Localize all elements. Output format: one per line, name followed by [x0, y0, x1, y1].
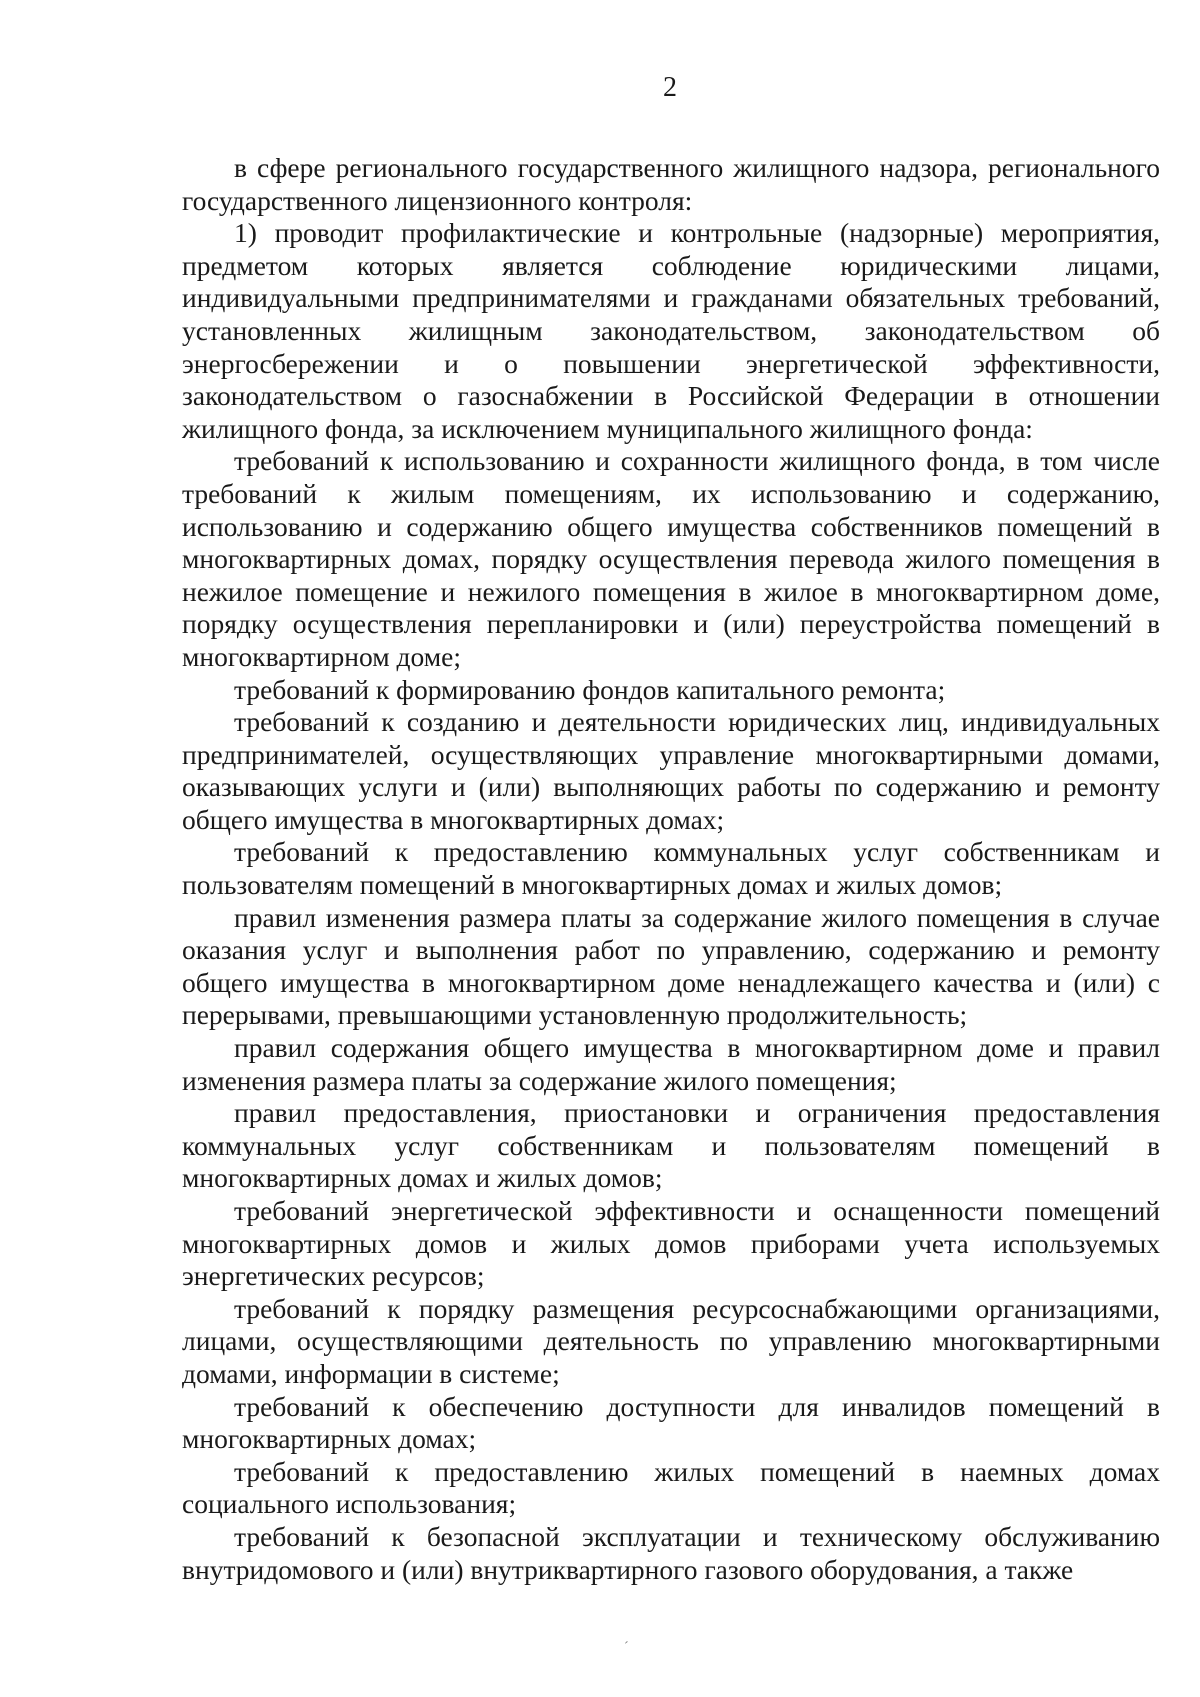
paragraph: требований к предоставлению коммунальных услуг собственникам и пользователям помещений в многоквартирных домах и жилых домов;: [182, 836, 1160, 901]
paragraph: требований к предоставлению жилых помещений в наемных домах социального использования;: [182, 1455, 1160, 1520]
paragraph: требований к использованию и сохранности жилищного фонда, в том числе требований к жилым помещениям, их использованию и содержанию, использованию и содержанию общего имущества собственников помещений в многоквартирных домах, порядку осуществления перевода жилого помещения в нежилое помещение и нежилого помещения в жилое в многоквартирном доме, порядку осуществления перепланировки и (или) переустройства помещений в многоквартирном доме;: [182, 445, 1160, 672]
paragraph: требований к порядку размещения ресурсоснабжающими организациями, лицами, осуществляющими деятельность по управлению многоквартирными домами, информации в системе;: [182, 1292, 1160, 1389]
paragraph: правил изменения размера платы за содержание жилого помещения в случае оказания услуг и выполнения работ по управлению, содержанию и ремонту общего имущества в многоквартирном доме ненадлежащего качества и (или) с перерывами, превышающими установленную продолжительность;: [182, 901, 1160, 1031]
paragraph: требований энергетической эффективности и оснащенности помещений многоквартирных домов и жилых домов приборами учета используемых энергетических ресурсов;: [182, 1195, 1160, 1292]
paragraph: 1) проводит профилактические и контрольные (надзорные) мероприятия, предметом которых является соблюдение юридическими лицами, индивидуальными предпринимателями и гражданами обязательных требований, установленных жилищным законодательством, законодательством об энергосбережении и о повышении энергетической эффективности, законодательством о газоснабжении в Российской Федерации в отношении жилищного фонда, за исключением муниципального жилищного фонда:: [182, 217, 1160, 444]
page-number: 2: [663, 72, 677, 103]
document-body: [182, 152, 1160, 1586]
paragraph: требований к безопасной эксплуатации и техническому обслуживанию внутридомового и (или) внутриквартирного газового оборудования, а также: [182, 1520, 1160, 1585]
paragraph: требований к созданию и деятельности юридических лиц, индивидуальных предпринимателей, осуществляющих управление многоквартирными домами, оказывающих услуги и (или) выполняющих работы по содержанию и ремонту общего имущества в многоквартирных домах;: [182, 706, 1160, 835]
paragraph: правил содержания общего имущества в многоквартирном доме и правил изменения размера платы за содержание жилого помещения;: [182, 1032, 1160, 1096]
scan-speck: ˊ: [624, 1640, 629, 1655]
paragraph: правил предоставления, приостановки и ограничения предоставления коммунальных услуг собственникам и пользователям помещений в многоквартирных домах и жилых домов;: [182, 1097, 1160, 1194]
paragraph: в сфере регионального государственного жилищного надзора, регионального государственного лицензионного контроля:: [182, 152, 1160, 216]
paragraph: требований к формированию фондов капитального ремонта;: [234, 673, 946, 705]
paragraph: требований к обеспечению доступности для инвалидов помещений в многоквартирных домах;: [182, 1390, 1160, 1455]
